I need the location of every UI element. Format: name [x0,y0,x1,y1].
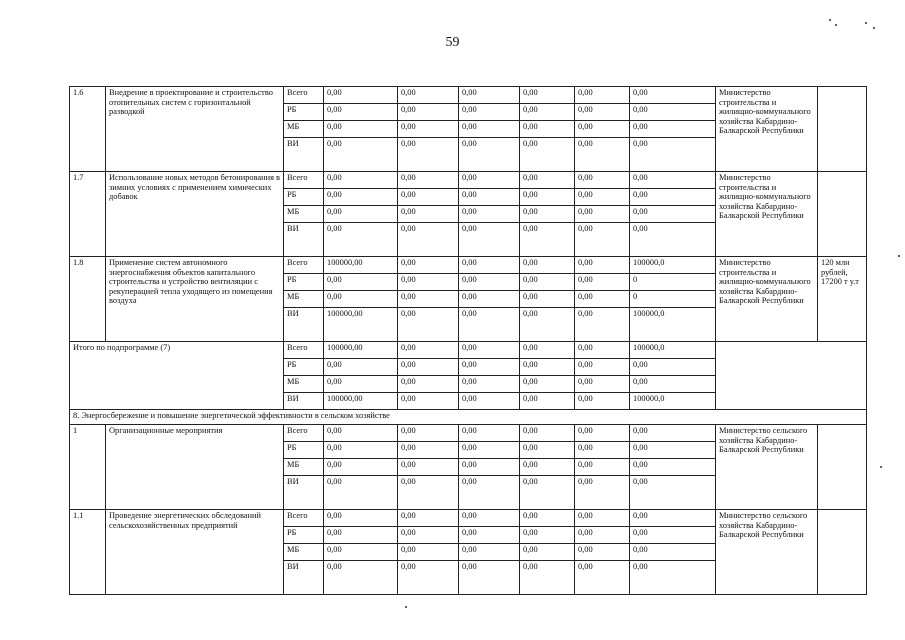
value-cell: 0,00 [630,561,716,595]
table-row [70,257,867,274]
value-cell: 0,00 [520,425,575,442]
value-cell: 0,00 [324,291,398,308]
item-name: Внедрение в проектирование и строительство отопительных систем с горизонтальной разводкой [106,87,284,172]
table-row [70,425,867,442]
scan-speck [880,466,882,468]
item-number: 1.8 [70,257,106,342]
value-cell: 0,00 [575,291,630,308]
funding-source: МБ [284,291,324,308]
value-cell: 0,00 [324,172,398,189]
executor: Министерство сельского хозяйства Кабардино-Балкарской Республики [716,425,818,510]
value-cell: 0,00 [630,189,716,206]
funding-source: ВИ [284,308,324,342]
value-cell: 0,00 [630,476,716,510]
value-cell: 100000,0 [630,342,716,359]
value-cell: 100000,0 [630,308,716,342]
value-cell: 0,00 [459,359,520,376]
total-label: Итого по подпрограмме (7) [70,342,284,410]
value-cell: 0,00 [459,223,520,257]
value-cell: 0,00 [520,442,575,459]
value-cell: 0,00 [575,561,630,595]
value-cell: 0,00 [575,442,630,459]
value-cell: 0,00 [459,459,520,476]
value-cell: 0,00 [630,459,716,476]
value-cell: 0,00 [459,274,520,291]
funding-source: Всего [284,257,324,274]
value-cell: 0,00 [459,206,520,223]
value-cell: 0,00 [520,308,575,342]
value-cell: 0,00 [459,393,520,410]
executor: Министерство строительства и жилищно-коммунального хозяйства Кабардино-Балкарской Республики [716,172,818,257]
value-cell: 0,00 [630,172,716,189]
value-cell: 0,00 [575,206,630,223]
item-name: Применение систем автономного энергоснабжения объектов капитального строительства и устройство вентиляции с рекуперацией тепла уходящего из помещения воздуха [106,257,284,342]
value-cell: 0,00 [459,476,520,510]
value-cell: 0,00 [520,206,575,223]
value-cell: 0,00 [520,274,575,291]
funding-source: РБ [284,274,324,291]
value-cell: 0,00 [324,189,398,206]
value-cell: 0,00 [520,510,575,527]
value-cell: 0,00 [520,459,575,476]
value-cell: 0,00 [398,257,459,274]
value-cell: 0,00 [520,527,575,544]
funding-source: РБ [284,527,324,544]
value-cell: 0,00 [398,308,459,342]
expected-result [818,172,867,257]
value-cell: 100000,00 [324,308,398,342]
value-cell: 0,00 [630,376,716,393]
table-row [70,510,867,527]
funding-source: МБ [284,544,324,561]
scan-speck [405,606,407,608]
funding-source: МБ [284,459,324,476]
funding-source: ВИ [284,476,324,510]
value-cell: 0,00 [324,104,398,121]
value-cell: 0,00 [520,172,575,189]
value-cell: 0,00 [324,376,398,393]
value-cell: 0,00 [324,510,398,527]
value-cell: 0 [630,274,716,291]
value-cell: 0,00 [398,172,459,189]
value-cell: 0,00 [520,544,575,561]
value-cell: 0,00 [459,87,520,104]
value-cell: 0,00 [398,510,459,527]
section-row [70,410,867,425]
value-cell: 0,00 [575,121,630,138]
value-cell: 100000,0 [630,257,716,274]
value-cell: 0,00 [520,561,575,595]
value-cell: 100000,00 [324,342,398,359]
value-cell: 0,00 [398,476,459,510]
value-cell: 0,00 [575,459,630,476]
value-cell: 0,00 [575,189,630,206]
value-cell: 0,00 [520,87,575,104]
value-cell: 0,00 [630,442,716,459]
expected-result: 120 млн рублей, 17200 т у.т [818,257,867,342]
value-cell: 0,00 [459,308,520,342]
value-cell: 0,00 [575,425,630,442]
value-cell: 0,00 [520,342,575,359]
value-cell: 0,00 [324,442,398,459]
value-cell: 0,00 [520,476,575,510]
value-cell: 0,00 [398,274,459,291]
value-cell: 0,00 [630,223,716,257]
value-cell: 0,00 [575,359,630,376]
funding-source: ВИ [284,223,324,257]
value-cell: 0,00 [398,544,459,561]
value-cell: 0,00 [575,376,630,393]
value-cell: 0,00 [630,104,716,121]
value-cell: 100000,0 [630,393,716,410]
value-cell: 0,00 [520,257,575,274]
funding-source: ВИ [284,393,324,410]
value-cell: 0,00 [398,561,459,595]
value-cell: 0,00 [575,138,630,172]
value-cell: 0,00 [459,376,520,393]
item-name: Организационные мероприятия [106,425,284,510]
value-cell: 0,00 [575,342,630,359]
value-cell: 0,00 [630,138,716,172]
funding-source: РБ [284,359,324,376]
expected-result [818,87,867,172]
value-cell: 0,00 [520,393,575,410]
value-cell: 0,00 [398,87,459,104]
total-row [70,342,867,359]
scan-speck [829,19,831,21]
value-cell: 0,00 [575,527,630,544]
value-cell: 0,00 [324,121,398,138]
value-cell: 0,00 [398,223,459,257]
value-cell: 0,00 [630,359,716,376]
value-cell: 0,00 [459,425,520,442]
value-cell: 0,00 [575,87,630,104]
value-cell: 0,00 [459,172,520,189]
funding-source: МБ [284,121,324,138]
funding-source: МБ [284,206,324,223]
value-cell: 0,00 [520,189,575,206]
value-cell: 0,00 [459,291,520,308]
value-cell: 0,00 [459,510,520,527]
value-cell: 0,00 [459,342,520,359]
table-row [70,172,867,189]
budget-table [69,86,867,595]
value-cell: 0,00 [459,561,520,595]
value-cell: 0,00 [630,206,716,223]
funding-source: РБ [284,104,324,121]
funding-source: РБ [284,189,324,206]
value-cell: 0,00 [459,189,520,206]
value-cell: 0,00 [398,104,459,121]
value-cell: 0,00 [398,206,459,223]
item-number: 1 [70,425,106,510]
value-cell: 0 [630,291,716,308]
funding-source: ВИ [284,138,324,172]
value-cell: 0,00 [575,308,630,342]
value-cell: 0,00 [575,544,630,561]
value-cell: 0,00 [520,376,575,393]
value-cell: 0,00 [575,393,630,410]
value-cell: 0,00 [459,527,520,544]
value-cell: 0,00 [398,459,459,476]
value-cell: 0,00 [459,138,520,172]
value-cell: 0,00 [324,206,398,223]
item-name: Использование новых методов бетонирования в зимних условиях с применением химических добавок [106,172,284,257]
funding-source: Всего [284,342,324,359]
executor: Министерство строительства и жилищно-коммунального хозяйства Кабардино-Балкарской Республики [716,87,818,172]
value-cell: 0,00 [575,274,630,291]
value-cell: 0,00 [630,87,716,104]
value-cell: 0,00 [575,223,630,257]
value-cell: 100000,00 [324,393,398,410]
value-cell: 0,00 [398,393,459,410]
funding-source: Всего [284,425,324,442]
value-cell: 0,00 [520,104,575,121]
empty-cell [716,342,867,410]
item-number: 1.7 [70,172,106,257]
value-cell: 0,00 [459,104,520,121]
funding-source: Всего [284,87,324,104]
value-cell: 0,00 [324,359,398,376]
value-cell: 0,00 [398,376,459,393]
value-cell: 0,00 [630,527,716,544]
funding-source: РБ [284,442,324,459]
value-cell: 0,00 [398,442,459,459]
funding-source: ВИ [284,561,324,595]
funding-source: МБ [284,376,324,393]
value-cell: 100000,00 [324,257,398,274]
scan-speck [873,27,875,29]
value-cell: 0,00 [575,172,630,189]
value-cell: 0,00 [520,291,575,308]
item-number: 1.6 [70,87,106,172]
value-cell: 0,00 [575,510,630,527]
scan-speck [835,24,837,26]
section-title: 8. Энергосбережение и повышение энергетической эффективности в сельском хозяйстве [70,410,867,425]
value-cell: 0,00 [520,138,575,172]
value-cell: 0,00 [324,459,398,476]
table-row [70,87,867,104]
expected-result [818,425,867,510]
value-cell: 0,00 [398,425,459,442]
value-cell: 0,00 [630,425,716,442]
value-cell: 0,00 [324,561,398,595]
scan-speck [865,22,867,24]
value-cell: 0,00 [459,442,520,459]
executor: Министерство сельского хозяйства Кабардино-Балкарской Республики [716,510,818,595]
item-number: 1.1 [70,510,106,595]
expected-result [818,510,867,595]
value-cell: 0,00 [398,342,459,359]
value-cell: 0,00 [324,274,398,291]
value-cell: 0,00 [398,291,459,308]
value-cell: 0,00 [324,527,398,544]
value-cell: 0,00 [630,510,716,527]
value-cell: 0,00 [324,544,398,561]
scan-speck [898,255,900,257]
value-cell: 0,00 [575,476,630,510]
funding-source: Всего [284,172,324,189]
value-cell: 0,00 [520,223,575,257]
page-number: 59 [445,35,460,50]
value-cell: 0,00 [459,257,520,274]
value-cell: 0,00 [630,544,716,561]
value-cell: 0,00 [630,121,716,138]
value-cell: 0,00 [324,476,398,510]
value-cell: 0,00 [398,527,459,544]
value-cell: 0,00 [575,257,630,274]
value-cell: 0,00 [575,104,630,121]
value-cell: 0,00 [520,121,575,138]
value-cell: 0,00 [520,359,575,376]
value-cell: 0,00 [459,544,520,561]
value-cell: 0,00 [459,121,520,138]
value-cell: 0,00 [324,87,398,104]
value-cell: 0,00 [398,121,459,138]
value-cell: 0,00 [398,359,459,376]
value-cell: 0,00 [324,223,398,257]
funding-source: Всего [284,510,324,527]
value-cell: 0,00 [398,138,459,172]
value-cell: 0,00 [324,425,398,442]
value-cell: 0,00 [324,138,398,172]
executor: Министерство строительства и жилищно-коммунального хозяйства Кабардино-Балкарской Республики [716,257,818,342]
item-name: Проведение энергетических обследований сельскохозяйственных предприятий [106,510,284,595]
value-cell: 0,00 [398,189,459,206]
